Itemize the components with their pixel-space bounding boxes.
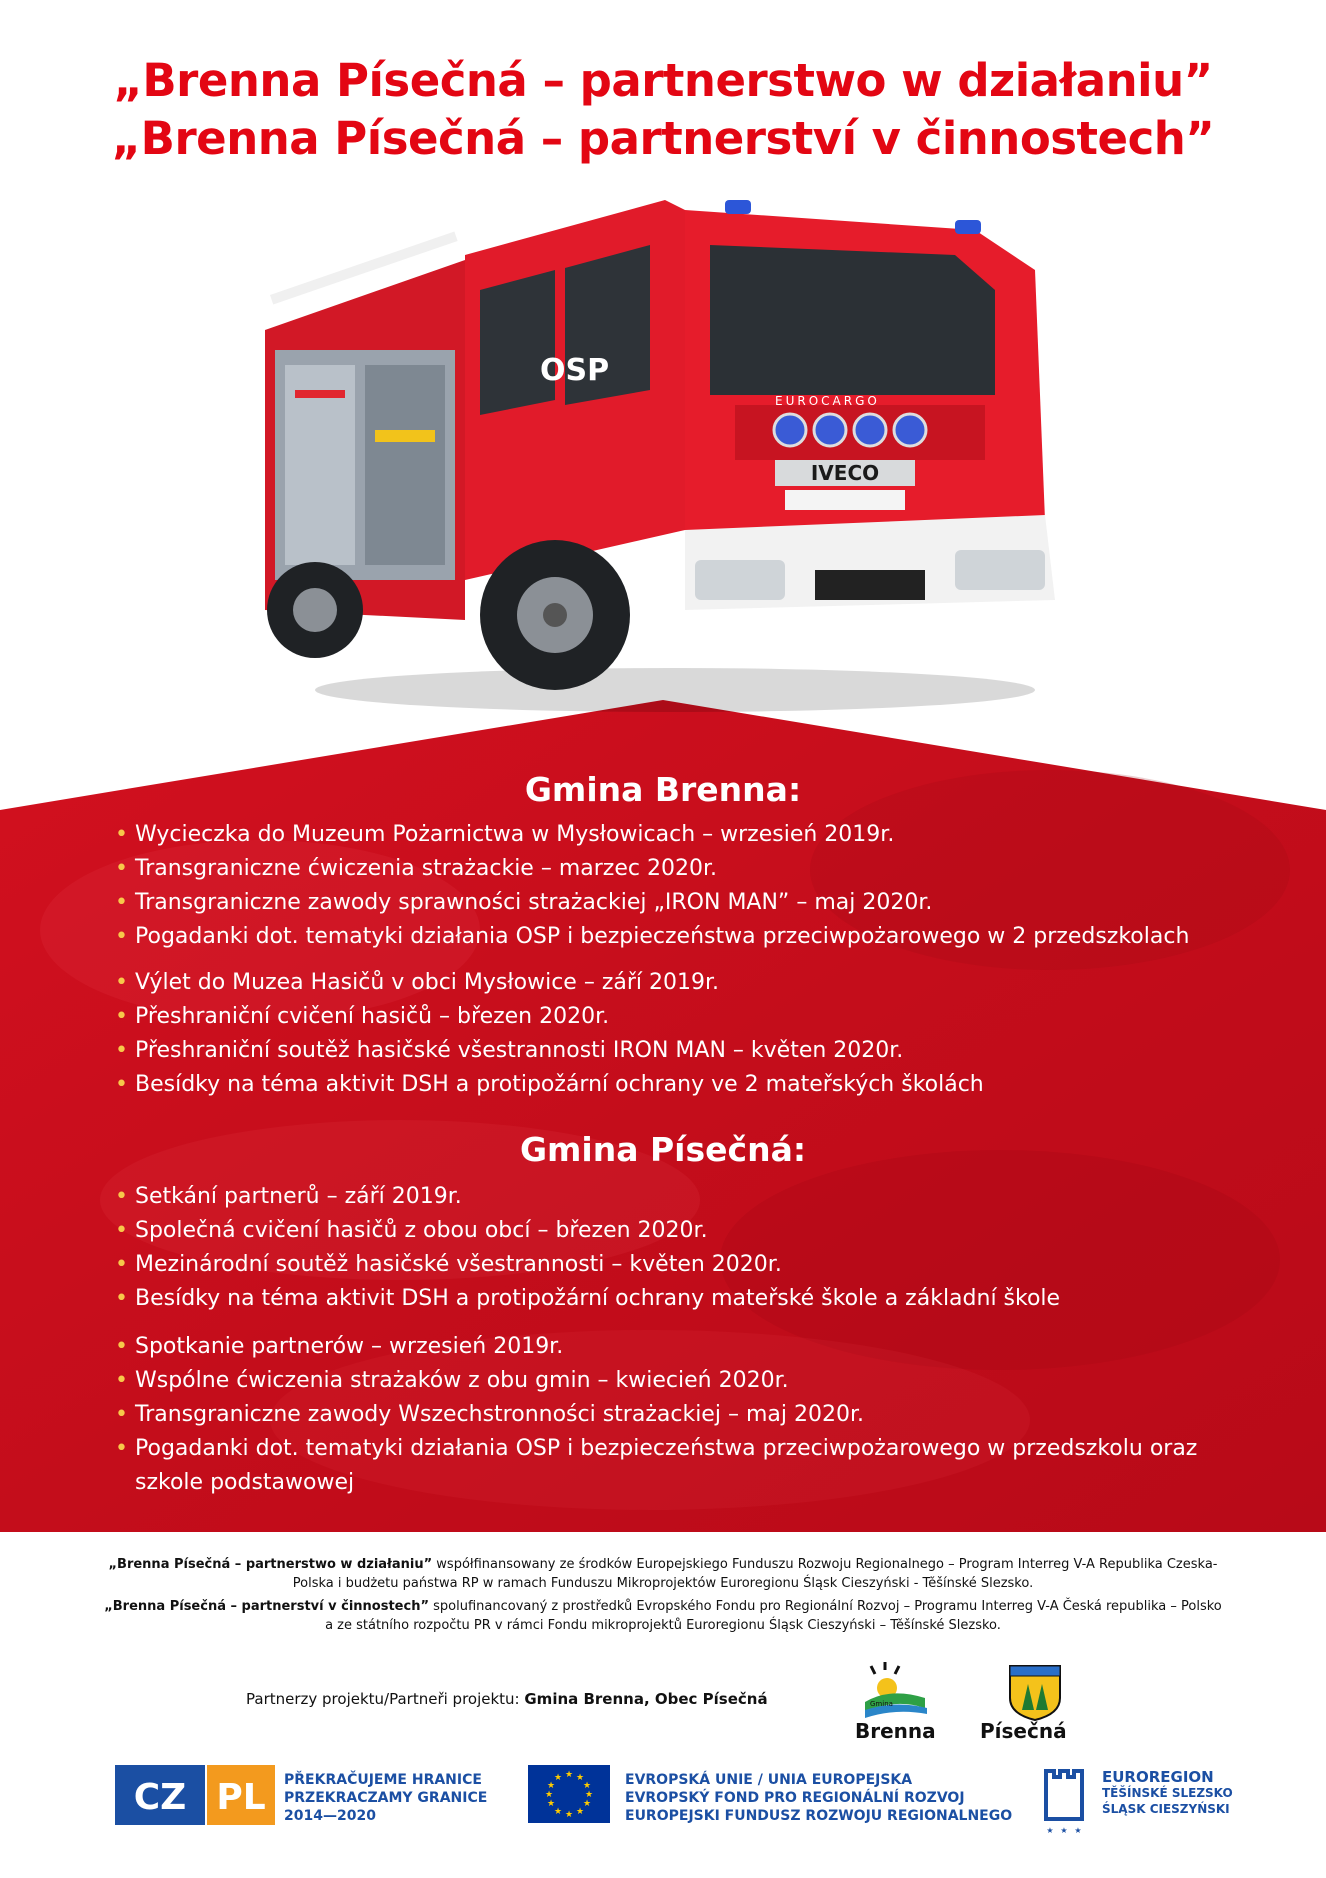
list-item: • Transgraniczne zawody Wszechstronności strażackiej – maj 2020r.: [115, 1398, 1225, 1432]
euroregion-castle-icon: [1040, 1765, 1096, 1835]
list-item: • Výlet do Muzea Hasičů v obci Mysłowice – září 2019r.: [115, 966, 1225, 1000]
list-item: • Přeshraniční soutěž hasičské všestrannosti IRON MAN – květen 2020r.: [115, 1034, 1225, 1068]
czpl-logo-cz: CZ: [133, 1777, 187, 1818]
title-czech: „Brenna Písečná – partnerství v činnostech”: [111, 112, 1215, 165]
partners-names: Gmina Brenna, Obec Písečná: [524, 1690, 768, 1708]
svg-text:★: ★: [575, 1773, 585, 1783]
list-item: • Besídky na téma aktivit DSH a protipožární ochrany mateřské škole a základní škole: [115, 1282, 1225, 1316]
svg-text:★: ★: [582, 1781, 592, 1791]
czpl-line-1: PŘEKRAČUJEME HRANICE: [284, 1772, 482, 1788]
eu-line-2: EVROPSKÝ FOND PRO REGIONÁLNÍ ROZVOJ: [625, 1790, 965, 1806]
list-brenna-czech: [115, 966, 1225, 1102]
list-item: • Wspólne ćwiczenia strażaków z obu gmin – kwiecień 2020r.: [115, 1364, 1225, 1398]
fire-truck-image: [255, 200, 1065, 720]
svg-text:★: ★: [1074, 1826, 1082, 1835]
czpl-program-logo: [115, 1765, 275, 1825]
heading-gmina-pisecna: Gmina Písečná:: [519, 1130, 807, 1169]
funding-note: [100, 1555, 1226, 1639]
svg-text:★: ★: [584, 1790, 594, 1800]
list-item: • Setkání partnerů – září 2019r.: [115, 1180, 1225, 1214]
list-item: • Společná cvičení hasičů z obou obcí – březen 2020r.: [115, 1214, 1225, 1248]
sponsor-logos: [0, 1765, 1326, 1845]
list-item: • Pogadanki dot. tematyki działania OSP i bezpieczeństwa przeciwpożarowego w przedszkolu oraz szkole podstawowej: [115, 1432, 1225, 1500]
heading-gmina-brenna: Gmina Brenna:: [524, 770, 802, 809]
czpl-line-3: 2014—2020: [284, 1808, 376, 1824]
svg-text:★: ★: [544, 1790, 554, 1800]
svg-text:★: ★: [582, 1799, 592, 1809]
gmina-brenna-logo: [845, 1662, 955, 1742]
eu-flag-icon: [528, 1765, 610, 1823]
czpl-line-2: PRZEKRACZAMY GRANICE: [284, 1790, 488, 1806]
funding-note-polish: [100, 1555, 1226, 1593]
list-item: • Besídky na téma aktivit DSH a protipožární ochrany ve 2 mateřských školách: [115, 1068, 1225, 1102]
svg-text:★: ★: [546, 1799, 556, 1809]
partners-label: Partnerzy projektu/Partneři projektu:: [246, 1690, 525, 1708]
pisecna-logo-name: Písečná: [980, 1719, 1067, 1742]
svg-text:★: ★: [553, 1807, 563, 1817]
funding-note-czech-text: spolufinancovaný z prostředků Evropského Fondu pro Regionální Rozvoj – Programu Interreg V-A Česká republika – Polsko a ze státního rozpočtu PR v rámci Fondu mikroprojektů Euroregionu Śląsk Cieszyński – Těšínské Slezsko.: [325, 1599, 1222, 1633]
truck-side-label: OSP: [540, 353, 610, 388]
list-item: • Mezinárodní soutěž hasičské všestrannosti – květen 2020r.: [115, 1248, 1225, 1282]
brenna-logo-small-text: Gmina: [870, 1700, 893, 1708]
svg-text:★: ★: [546, 1781, 556, 1791]
euroregion-line-3: ŚLĄSK CIESZYŃSKI: [1102, 1802, 1230, 1816]
czpl-logo-pl: PL: [216, 1777, 266, 1818]
list-item: • Přeshraniční cvičení hasičů – březen 2020r.: [115, 1000, 1225, 1034]
svg-text:★: ★: [1060, 1826, 1068, 1835]
truck-brand-label: IVECO: [810, 461, 880, 485]
svg-text:★: ★: [564, 1810, 574, 1820]
eu-fund-text: [625, 1771, 1012, 1825]
list-pisecna-polish: [115, 1330, 1225, 1500]
svg-text:★: ★: [564, 1770, 574, 1780]
list-pisecna-czech: [115, 1180, 1225, 1316]
list-item: • Wycieczka do Muzeum Pożarnictwa w Mysłowicach – wrzesień 2019r.: [115, 818, 1225, 852]
funding-note-czech: [100, 1597, 1226, 1635]
euroregion-line-1: EUROREGION: [1102, 1768, 1214, 1786]
funding-note-polish-title: „Brenna Písečná – partnerstwo w działaniu”: [108, 1557, 433, 1572]
funding-note-polish-text: współfinansowany ze środków Europejskiego Funduszu Rozwoju Regionalnego – Program Interreg V-A Republika Czeska-Polska i budżetu państwa RP w ramach Funduszu Mikroprojektów Euroregionu Śląsk Cieszyński - Těšínské Slezsko.: [292, 1557, 1218, 1591]
list-item: • Pogadanki dot. tematyki działania OSP i bezpieczeństwa przeciwpożarowego w 2 przedszkolach: [115, 920, 1225, 954]
svg-text:★: ★: [575, 1807, 585, 1817]
svg-text:★: ★: [553, 1773, 563, 1783]
project-partners: [246, 1690, 768, 1708]
eu-line-3: EUROPEJSKI FUNDUSZ ROZWOJU REGIONALNEGO: [625, 1808, 1013, 1824]
brenna-logo-name: Brenna: [855, 1719, 936, 1742]
eu-line-1: EVROPSKÁ UNIE / UNIA EUROPEJSKA: [625, 1772, 913, 1788]
section-gmina-brenna: [0, 770, 1326, 810]
poster-header: [0, 52, 1326, 168]
truck-model-label: EUROCARGO: [775, 394, 880, 408]
svg-text:★: ★: [1046, 1826, 1054, 1835]
list-brenna-polish: [115, 818, 1225, 954]
euroregion-line-2: TĚŠÍNSKÉ SLEZSKO: [1102, 1786, 1233, 1800]
funding-note-czech-title: „Brenna Písečná – partnerství v činnostech”: [104, 1599, 430, 1614]
euroregion-text: [1102, 1769, 1233, 1817]
title-polish: „Brenna Písečná – partnerstwo w działaniu”: [113, 54, 1213, 107]
pisecna-crest-logo: [980, 1662, 1090, 1742]
czpl-program-text: [284, 1771, 487, 1825]
section-gmina-pisecna: [0, 1130, 1326, 1170]
list-item: • Transgraniczne ćwiczenia strażackie – marzec 2020r.: [115, 852, 1225, 886]
list-item: • Transgraniczne zawody sprawności strażackiej „IRON MAN” – maj 2020r.: [115, 886, 1225, 920]
list-item: • Spotkanie partnerów – wrzesień 2019r.: [115, 1330, 1225, 1364]
